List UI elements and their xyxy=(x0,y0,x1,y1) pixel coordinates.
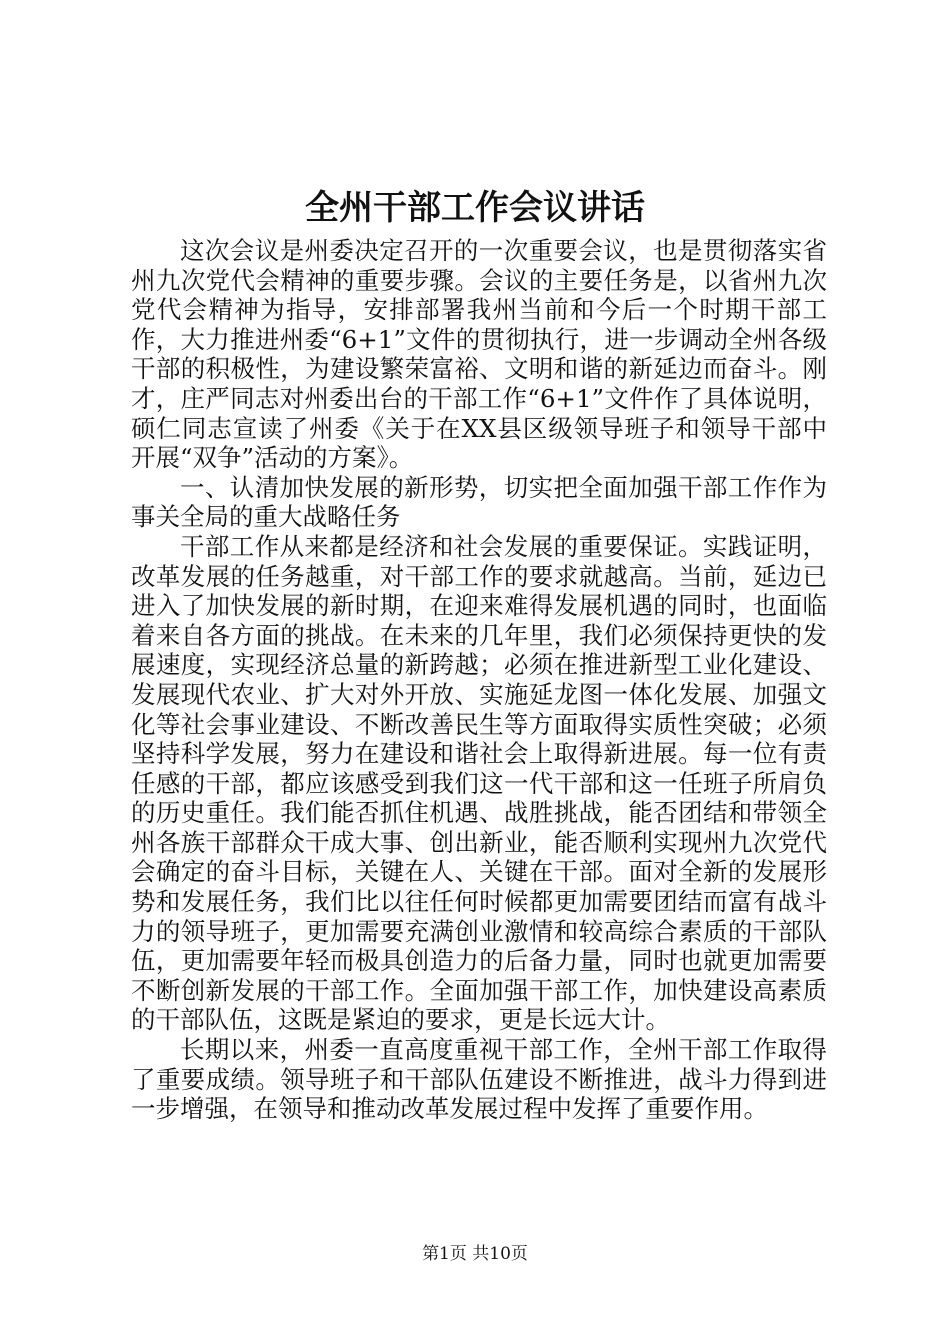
document-title: 全州干部工作会议讲话 xyxy=(305,188,645,228)
paragraph-achievements: 长期以来，州委一直高度重视干部工作，全州干部工作取得了重要成绩。领导班子和干部队伍建设不断推进，战斗力得到进一步增强，在领导和推动改革发展过程中发挥了重要作用。 xyxy=(131,1035,827,1124)
paragraph-section-1: 干部工作从来都是经济和社会发展的重要保证。实践证明，改革发展的任务越重，对干部工作的要求就越高。当前，延边已进入了加快发展的新时期，在迎来难得发展机遇的同时，也面临着来自各方面的挑战。在未来的几年里，我们必须保持更快的发展速度，实现经济总量的新跨越；必须在推进新型工业化建设、发展现代农业、扩大对外开放、实施延龙图一体化发展、加强文化等社会事业建设、不断改善民生等方面取得实质性突破；必须坚持科学发展，努力在建设和谐社会上取得新进展。每一位有责任感的干部，都应该感受到我们这一代干部和这一任班子所肩负的历史重任。我们能否抓住机遇、战胜挑战，能否团结和带领全州各族干部群众干成大事、创出新业，能否顺利实现州九次党代会确定的奋斗目标，关键在人、关键在干部。面对全新的发展形势和发展任务，我们比以往任何时候都更加需要团结而富有战斗力的领导班子，更加需要充满创业激情和较高综合素质的干部队伍，更加需要年轻而极具创造力的后备力量，同时也就更加需要不断创新发展的干部工作。全面加强干部工作，加快建设高素质的干部队伍，这既是紧迫的要求，更是长远大计。 xyxy=(131,531,827,1035)
document-body xyxy=(131,236,827,1124)
paragraph-intro: 这次会议是州委决定召开的一次重要会议，也是贯彻落实省州九次党代会精神的重要步骤。会议的主要任务是，以省州九次党代会精神为指导，安排部署我州当前和今后一个时期干部工作，大力推进州委“6+1”文件的贯彻执行，进一步调动全州各级干部的积极性，为建设繁荣富裕、文明和谐的新延边而奋斗。刚才，庄严同志对州委出台的干部工作“6+1”文件作了具体说明，硕仁同志宣读了州委《关于在XX县区级领导班子和领导干部中开展“双争”活动的方案》。 xyxy=(131,236,827,473)
section-heading-1: 一、认清加快发展的新形势，切实把全面加强干部工作作为事关全局的重大战略任务 xyxy=(131,472,827,532)
page-number-footer: 第1页 共10页 xyxy=(422,1244,528,1264)
